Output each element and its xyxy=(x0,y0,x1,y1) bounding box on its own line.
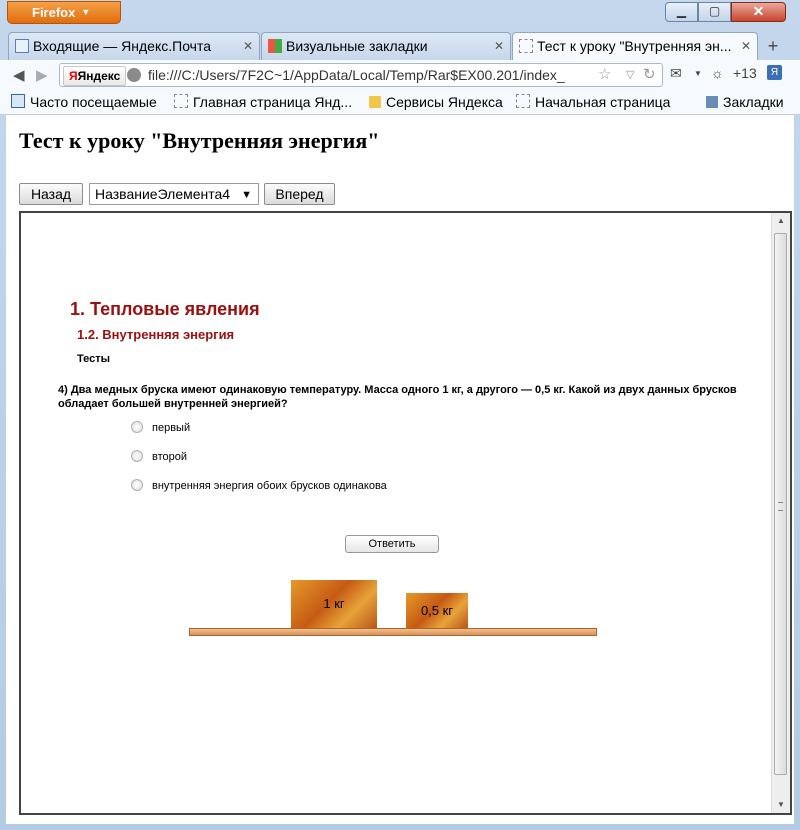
block-half-kg xyxy=(406,593,468,628)
close-tab-icon[interactable]: ✕ xyxy=(493,39,504,53)
dropdown-arrow-icon[interactable]: ▽ xyxy=(626,69,635,81)
block-label: 0,5 кг xyxy=(420,603,454,618)
visual-bookmarks-icon xyxy=(268,39,282,53)
quiz-heading: 1. Тепловые явления xyxy=(70,299,260,319)
page-icon xyxy=(519,39,533,53)
page-icon xyxy=(174,94,188,108)
yandex-badge[interactable]: ЯЯндекс xyxy=(63,66,126,86)
bookmark-yandex-services[interactable]: Сервисы Яндекса xyxy=(369,92,503,112)
reload-icon[interactable]: ↻ xyxy=(643,66,656,83)
tab-visual-bookmarks[interactable] xyxy=(261,32,511,60)
title-bar xyxy=(0,0,800,30)
bookmark-most-visited[interactable]: Часто посещаемые xyxy=(11,92,157,112)
globe-icon xyxy=(127,68,141,82)
tab-label: Тест к уроку "Внутренняя эн... xyxy=(537,38,732,54)
bookmark-start-page[interactable]: Начальная страница xyxy=(516,92,670,112)
bookmark-yandex-home[interactable]: Главная страница Янд... xyxy=(174,92,352,112)
tab-label: Визуальные закладки xyxy=(286,38,428,54)
scroll-thumb[interactable] xyxy=(774,233,787,775)
quiz-subheading: 1.2. Внутренняя энергия xyxy=(77,327,235,342)
quiz-frame xyxy=(19,211,792,815)
url-bar[interactable] xyxy=(59,63,663,87)
element-select[interactable] xyxy=(89,183,259,205)
forward-arrow-icon[interactable]: ▶ xyxy=(36,67,48,84)
radio-button[interactable] xyxy=(131,479,143,491)
option-label: внутренняя энергия обоих брусков одинакова xyxy=(152,480,387,492)
vertical-scrollbar[interactable] xyxy=(771,213,790,813)
navigation-toolbar xyxy=(0,60,800,90)
element-select-value: НазваниеЭлемента4 xyxy=(95,186,231,202)
dropdown-arrow-icon[interactable]: ▼ xyxy=(694,69,702,78)
page-title: Тест к уроку "Внутренняя энергия" xyxy=(19,128,380,153)
answer-button[interactable]: Ответить xyxy=(345,535,439,553)
radio-button[interactable] xyxy=(131,450,143,462)
tab-strip xyxy=(0,32,800,60)
weather-icon: ☼ xyxy=(711,65,724,81)
yandex-bar-icon[interactable]: Я xyxy=(767,65,782,80)
page-content xyxy=(6,115,794,824)
quiz-section-label: Тесты xyxy=(77,353,111,365)
forward-button[interactable]: Вперед xyxy=(264,183,335,205)
radio-button[interactable] xyxy=(131,421,143,433)
chevron-down-icon: ▼ xyxy=(81,7,91,17)
bookmark-star-icon[interactable]: ☆ xyxy=(598,66,612,83)
url-text[interactable]: file:///C:/Users/7F2C~1/AppData/Local/Temp/Rar$EX00.201/index_ xyxy=(148,67,565,83)
shelf-plank xyxy=(189,628,597,636)
tab-quiz[interactable] xyxy=(512,32,758,61)
block-1kg xyxy=(291,580,377,628)
bookmarks-menu[interactable]: Закладки xyxy=(706,92,784,112)
new-tab-button[interactable]: + xyxy=(767,36,779,56)
option-first[interactable] xyxy=(131,421,190,434)
tab-yandex-mail[interactable] xyxy=(8,32,260,60)
back-button[interactable]: Назад xyxy=(19,183,83,205)
folder-icon xyxy=(369,96,381,108)
mail-icon xyxy=(15,39,29,53)
tab-label: Входящие — Яндекс.Почта xyxy=(33,38,212,54)
option-label: второй xyxy=(152,451,188,463)
maximize-button[interactable]: ▢ xyxy=(698,2,731,22)
mail-icon[interactable]: ✉ xyxy=(670,65,682,81)
chevron-down-icon: ▼ xyxy=(241,189,252,201)
page-icon xyxy=(516,94,530,108)
close-window-button[interactable]: ✕ xyxy=(731,2,786,22)
firefox-menu-button[interactable]: Firefox ▼ xyxy=(7,1,121,24)
scroll-down-icon[interactable]: ▼ xyxy=(777,800,785,809)
bookmarks-star-icon xyxy=(706,96,718,108)
back-arrow-icon[interactable]: ◀ xyxy=(13,67,25,84)
block-label: 1 кг xyxy=(323,596,345,611)
close-tab-icon[interactable]: ✕ xyxy=(740,39,751,53)
close-tab-icon[interactable]: ✕ xyxy=(242,39,253,53)
most-visited-icon xyxy=(11,94,25,108)
option-second[interactable] xyxy=(131,450,187,463)
weather-temperature[interactable]: +13 xyxy=(733,65,757,81)
scroll-up-icon[interactable]: ▲ xyxy=(777,216,785,225)
bookmarks-toolbar xyxy=(0,90,800,115)
grip-icon xyxy=(778,502,783,511)
option-label: первый xyxy=(152,422,191,434)
question-text: 4) Два медных бруска имеют одинаковую температуру. Масса одного 1 кг, а другого — 0,5 кг. Какой из двух данных брусков обладает большей внутренней энергией? xyxy=(58,384,737,410)
option-equal[interactable] xyxy=(131,479,387,492)
minimize-button[interactable]: ▁ xyxy=(665,2,698,22)
